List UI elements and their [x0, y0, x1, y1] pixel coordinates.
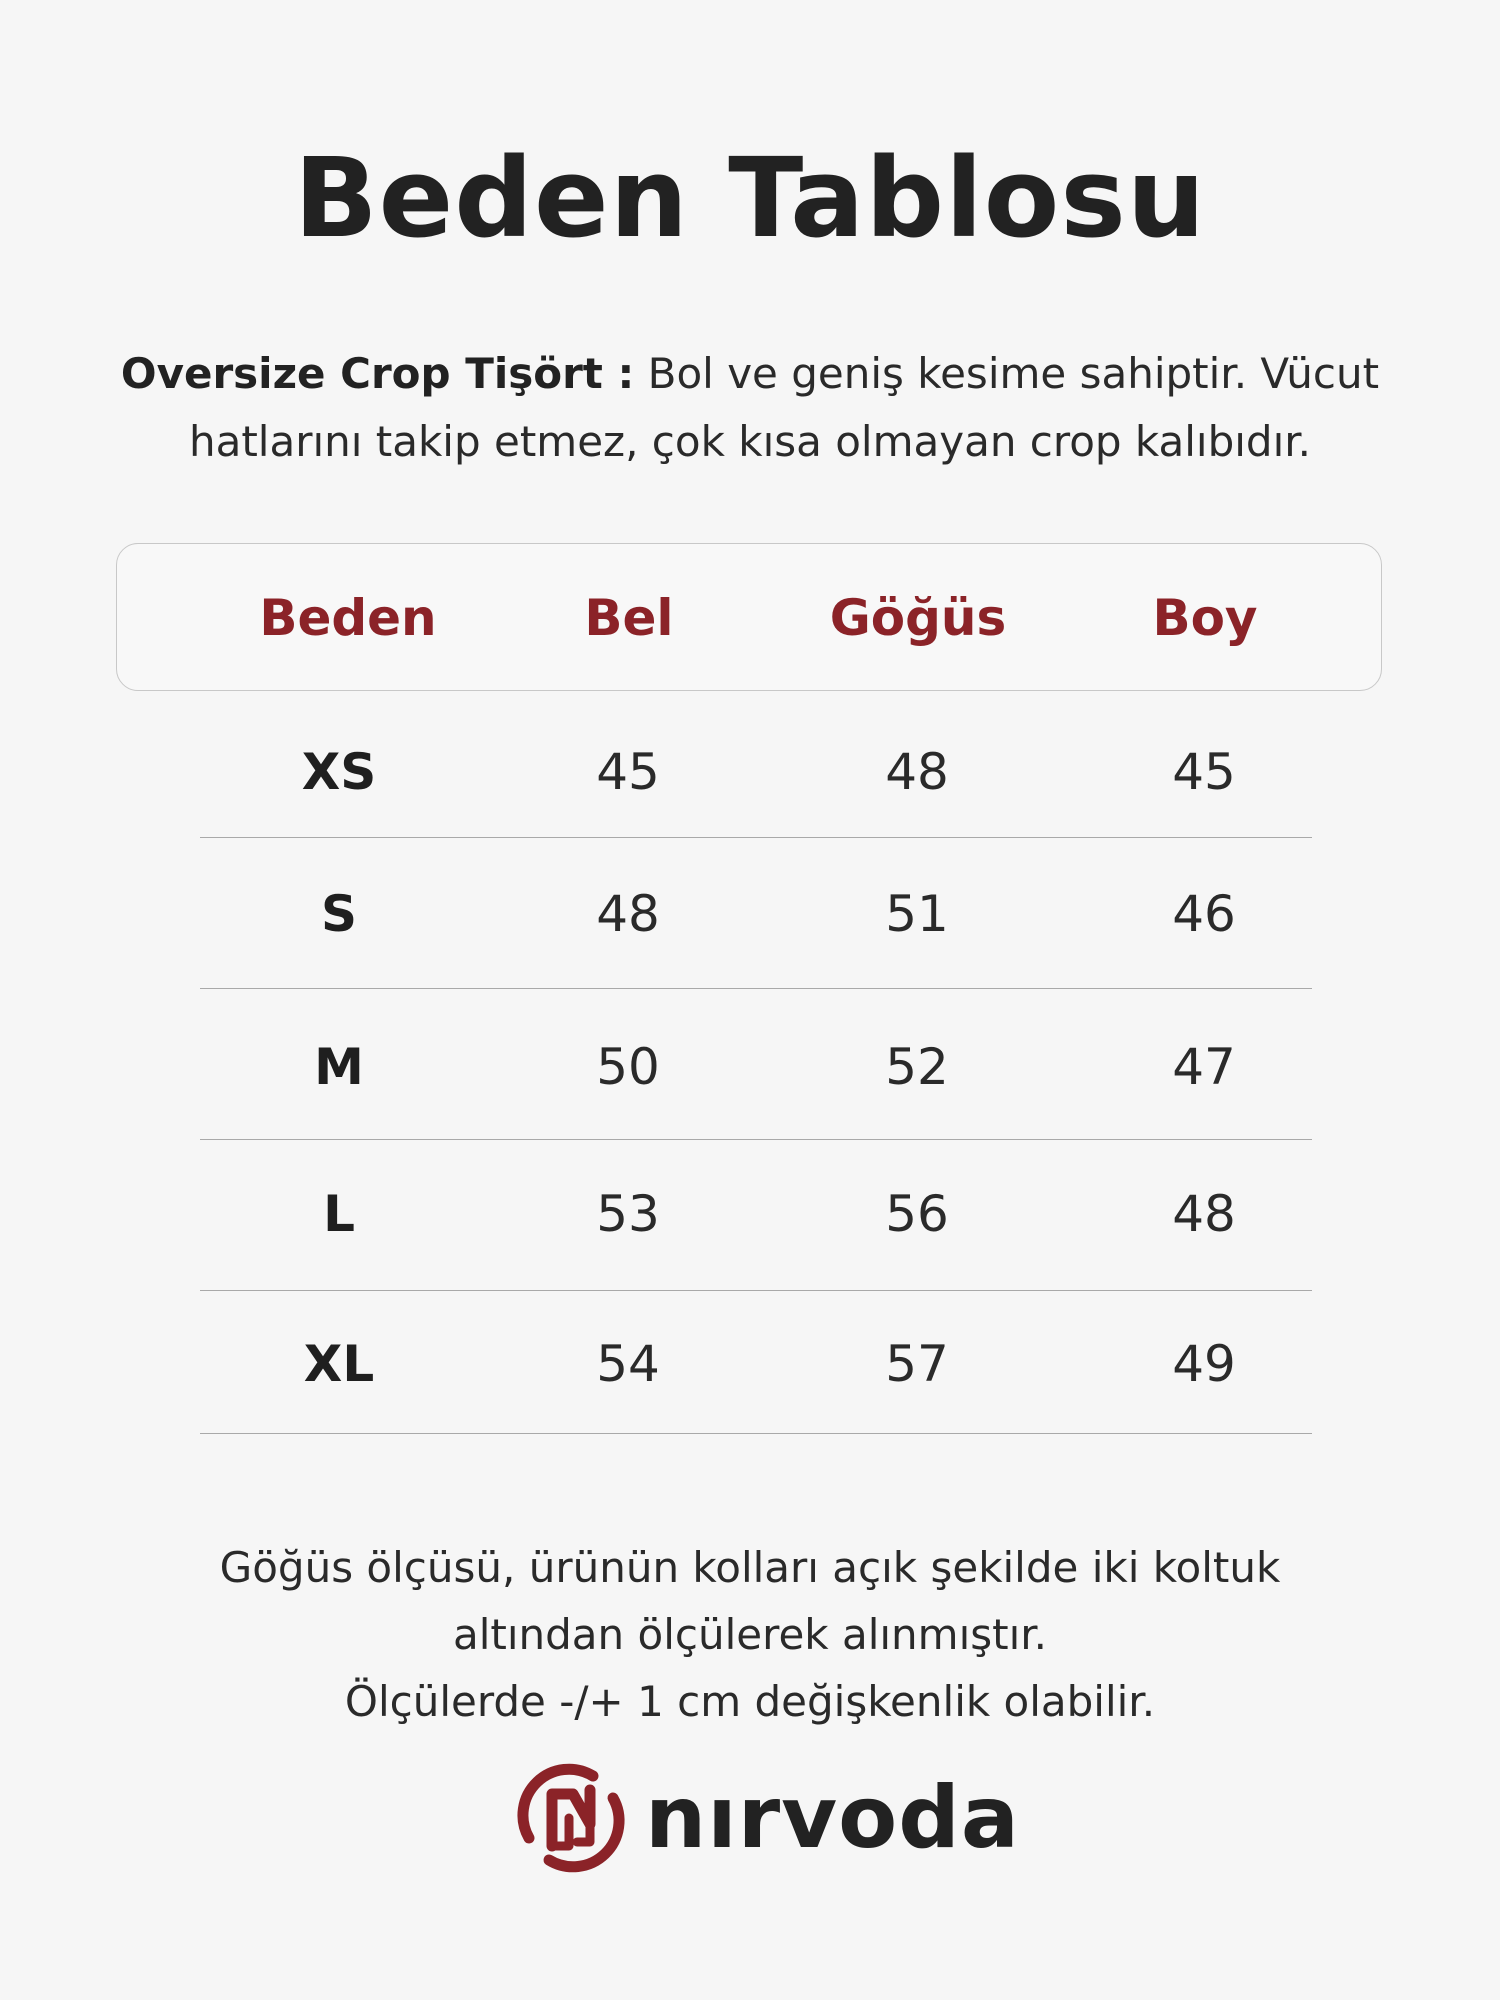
measurement-note	[100, 1534, 1400, 1735]
brand-logo	[515, 1762, 1020, 1882]
boy-cell: 45	[1172, 743, 1236, 801]
header-bel: Bel	[584, 589, 674, 647]
table-row	[0, 1017, 1500, 1117]
gogus-cell: 57	[885, 1335, 949, 1393]
brand-name: nırvoda	[645, 1768, 1020, 1868]
gogus-cell: 56	[885, 1185, 949, 1243]
size-cell: L	[323, 1185, 355, 1243]
page-title: Beden Tablosu	[293, 134, 1207, 262]
table-row	[0, 1314, 1500, 1414]
bel-cell: 54	[596, 1335, 660, 1393]
row-divider	[200, 1139, 1312, 1140]
size-cell: S	[320, 885, 358, 943]
description-line-1	[100, 340, 1400, 408]
size-cell: M	[314, 1038, 364, 1096]
bel-cell: 50	[596, 1038, 660, 1096]
brand-mark-icon	[515, 1762, 627, 1874]
table-header	[116, 543, 1382, 691]
row-divider	[200, 837, 1312, 838]
row-divider	[200, 1433, 1312, 1434]
note-line-3: Ölçülerde -/+ 1 cm değişkenlik olabilir.	[344, 1677, 1156, 1726]
product-description	[100, 340, 1400, 476]
boy-cell: 46	[1172, 885, 1236, 943]
header-beden: Beden	[259, 589, 437, 647]
table-row	[0, 1164, 1500, 1264]
description-line-2: hatlarını takip etmez, çok kısa olmayan crop kalıbıdır.	[188, 417, 1312, 466]
header-boy: Boy	[1152, 589, 1258, 647]
note-line-2: altından ölçülerek alınmıştır.	[452, 1610, 1048, 1659]
gogus-cell: 51	[885, 885, 949, 943]
table-row	[0, 864, 1500, 964]
bel-cell: 48	[596, 885, 660, 943]
size-cell: XL	[303, 1335, 375, 1393]
size-cell: XS	[301, 743, 377, 801]
boy-cell: 47	[1172, 1038, 1236, 1096]
bel-cell: 53	[596, 1185, 660, 1243]
row-divider	[200, 1290, 1312, 1291]
header-gogus: Göğüs	[829, 589, 1007, 647]
product-name: Oversize Crop Tişört :	[120, 349, 635, 398]
gogus-cell: 48	[885, 743, 949, 801]
bel-cell: 45	[596, 743, 660, 801]
note-line-1: Göğüs ölçüsü, ürünün kolları açık şekilde iki koltuk	[219, 1543, 1281, 1592]
row-divider	[200, 988, 1312, 989]
gogus-cell: 52	[885, 1038, 949, 1096]
table-row	[0, 722, 1500, 822]
boy-cell: 49	[1172, 1335, 1236, 1393]
boy-cell: 48	[1172, 1185, 1236, 1243]
description-text-1: Bol ve geniş kesime sahiptir. Vücut	[647, 349, 1380, 398]
